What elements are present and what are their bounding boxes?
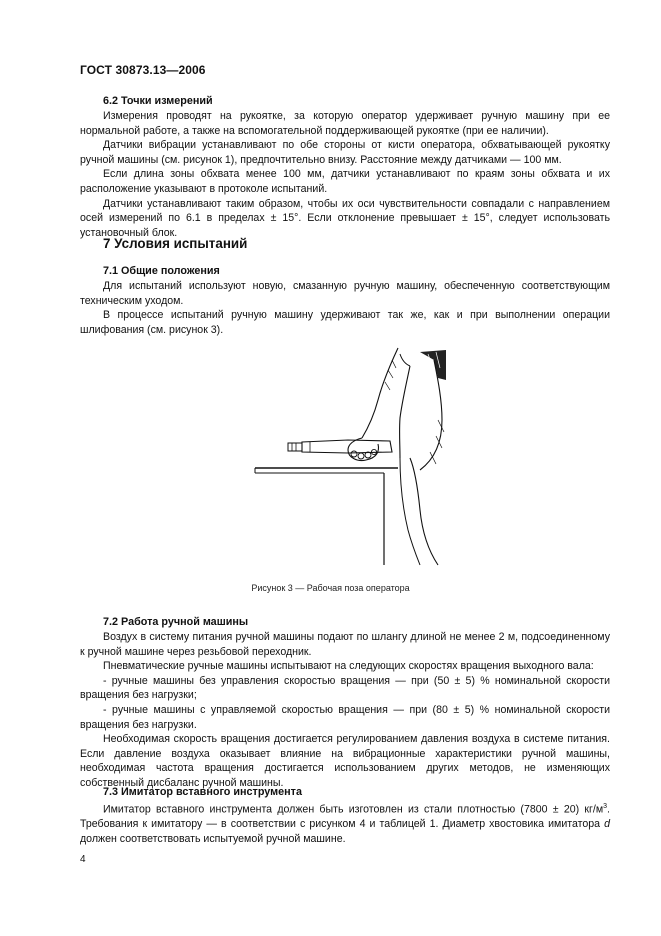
superscript: 3	[603, 803, 608, 810]
text-run: . Требования к имитатору — в соответствии с рисунком 4 и таблицей 1. Диаметр хвостовика имитатора	[80, 803, 610, 831]
figure-caption: Рисунок 3 — Рабочая поза оператора	[251, 583, 410, 593]
text-run: должен соответствовать испытуемой ручной машине.	[80, 832, 346, 845]
paragraph: - ручные машины с управляемой скоростью вращения — при (80 ± 5) % номинальной скорости вращения без нагрузки.	[80, 703, 610, 731]
variable-d: d	[604, 818, 610, 831]
paragraph: Для испытаний используют новую, смазанную ручную машину, обеспеченную соответствующим техническим уходом.	[80, 280, 610, 307]
section-7-1-body	[80, 279, 610, 337]
page-number: 4	[80, 854, 86, 865]
section-6-2-title: 6.2 Точки измерений	[103, 95, 213, 107]
section-7-2-title: 7.2 Работа ручной машины	[103, 616, 249, 628]
paragraph	[80, 800, 610, 846]
paragraph: Измерения проводят на рукоятке, за которую оператор удерживает ручную машину при ее нормальной работе, а также на вспомогательной поддерживающей рукоятке (при ее наличии).	[80, 110, 610, 137]
paragraph: - ручные машины без управления скоростью вращения — при (50 ± 5) % номинальной скорости вращения без нагрузки;	[80, 674, 610, 702]
paragraph: В процессе испытаний ручную машину удерживают так же, как и при выполнении операции шлифования (см. рисунок 3).	[80, 309, 610, 336]
operator-posture-figure	[250, 340, 450, 570]
section-7-1-title: 7.1 Общие положения	[103, 265, 220, 277]
paragraph: Воздух в систему питания ручной машины подают по шлангу длиной не менее 2 м, подсоединенному к ручной машине через резьбовой переходник.	[80, 631, 610, 658]
section-7-2-body	[80, 630, 610, 791]
section-7-title: 7 Условия испытаний	[103, 236, 248, 251]
paragraph: Необходимая скорость вращения достигается регулированием давления воздуха в системе питания. Если давление воздуха оказывает влияние на вибрационные характеристики ручной машины, необходимая частота вращения достигается использованием других методов, не изменяющих собственный дисбаланс ручной машины.	[80, 733, 610, 789]
paragraph: Датчики устанавливают таким образом, чтобы их оси чувствительности совпадали с направлением осей измерений по 6.1 в пределах ± 15°. Если отклонение превышает ± 15°, следует использовать установочный блок.	[80, 197, 610, 239]
section-6-2-body	[80, 109, 610, 240]
paragraph: Если длина зоны обхвата менее 100 мм, датчики устанавливают по краям зоны обхвата и их расположение указывают в протоколе испытаний.	[80, 168, 610, 195]
section-7-3-body	[80, 800, 610, 846]
paragraph: Датчики вибрации устанавливают по обе стороны от кисти оператора, обхватывающей рукоятку ручной машины (см. рисунок 1), предпочтительно внизу. Расстояние между датчиками — 100 мм.	[80, 139, 610, 166]
section-7-3-title: 7.3 Имитатор вставного инструмента	[103, 786, 302, 798]
document-header: ГОСТ 30873.13—2006	[80, 63, 206, 77]
text-run: Имитатор вставного инструмента должен быть изготовлен из стали плотностью (7800 ± 20) кг/м	[103, 803, 604, 816]
paragraph: Пневматические ручные машины испытывают на следующих скоростях вращения выходного вала:	[103, 660, 594, 673]
